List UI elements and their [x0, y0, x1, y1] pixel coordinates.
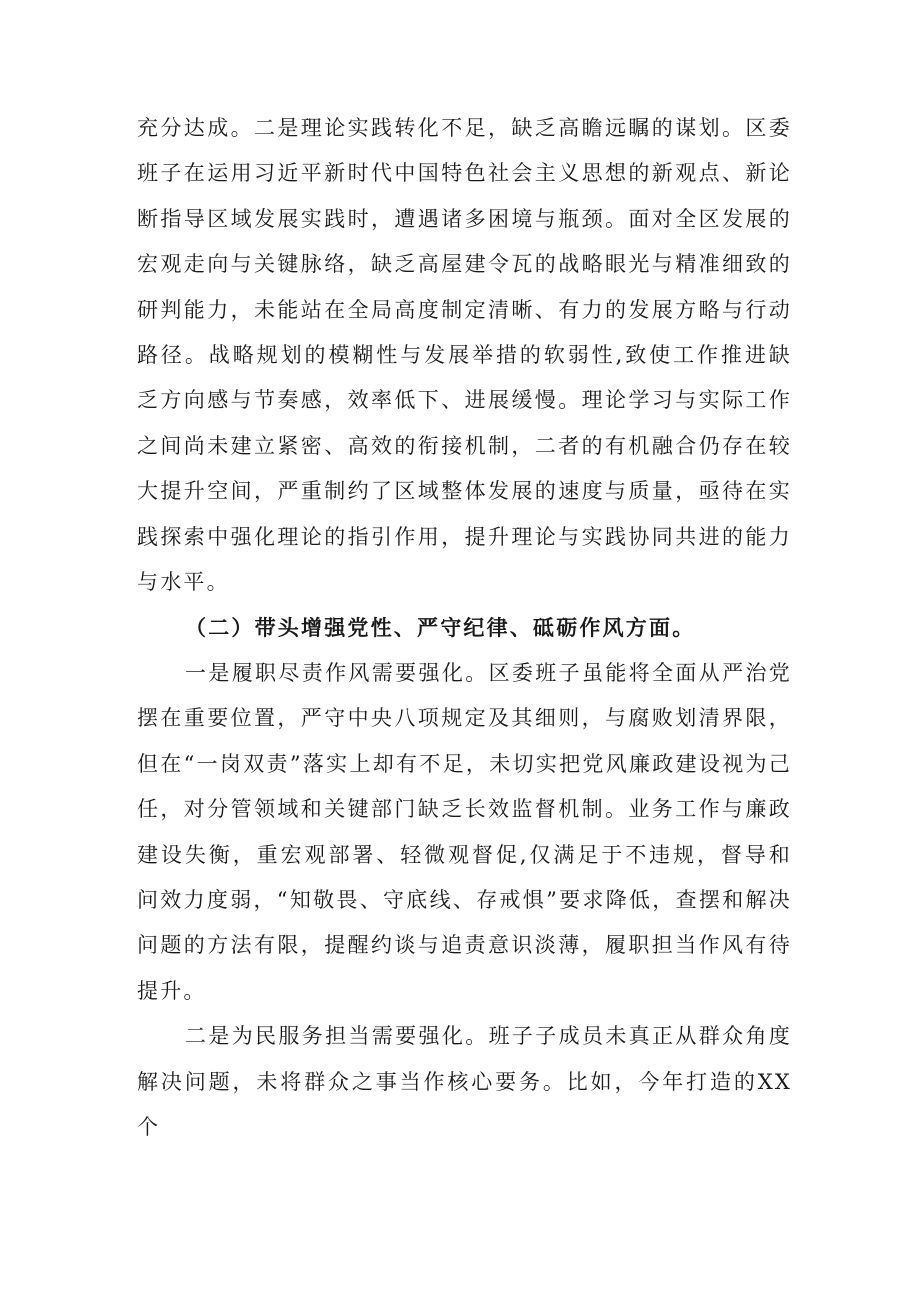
paragraph-serve-people: 二是为民服务担当需要强化。班子子成员未真正从群众角度解决问题，未将群众之事当作核心要务。比如，今年打造的XX个: [137, 1024, 792, 1139]
document-body: [137, 106, 792, 1150]
paragraph-theory-practice: 充分达成。二是理论实践转化不足，缺乏高瞻远瞩的谋划。区委班子在运用习近平新时代中国特色社会主义思想的新观点、新论断指导区域发展实践时，遭遇诸多困境与瓶颈。面对全区发展的宏观走向与关键脉络，缺乏高屋建令瓦的战略眼光与精准细致的研判能力，未能站在全局高度制定清晰、有力的发展方略与行动路径。战略规划的模糊性与发展举措的软弱性,致使工作推进缺乏方向感与节奏感，效率低下、进展缓慢。理论学习与实际工作之间尚未建立紧密、高效的衔接机制，二者的有机融合仍存在较大提升空间，严重制约了区域整体发展的速度与质量，亟待在实践探索中强化理论的指引作用，提升理论与实践协同共进的能力与水平。: [137, 116, 792, 595]
paragraph-duty-style: 一是履职尽责作风需要强化。区委班子虽能将全面从严治党摆在重要位置，严守中央八项规定及其细则，与腐败划清界限，但在“一岗双责”落实上却有不足，未切实把党风廉政建设视为己任，对分管领域和关键部门缺乏长效监督机制。业务工作与廉政建设失衡，重宏观部署、轻微观督促,仅满足于不违规，督导和问效力度弱，“知敬畏、守底线、存戒惧”要求降低，查摆和解决问题的方法有限，提醒约谈与追责意识淡薄，履职担当作风有待提升。: [137, 660, 792, 1003]
section-heading-party-discipline: （二）带头增强党性、严守纪律、砥砺作风方面。: [185, 615, 696, 641]
